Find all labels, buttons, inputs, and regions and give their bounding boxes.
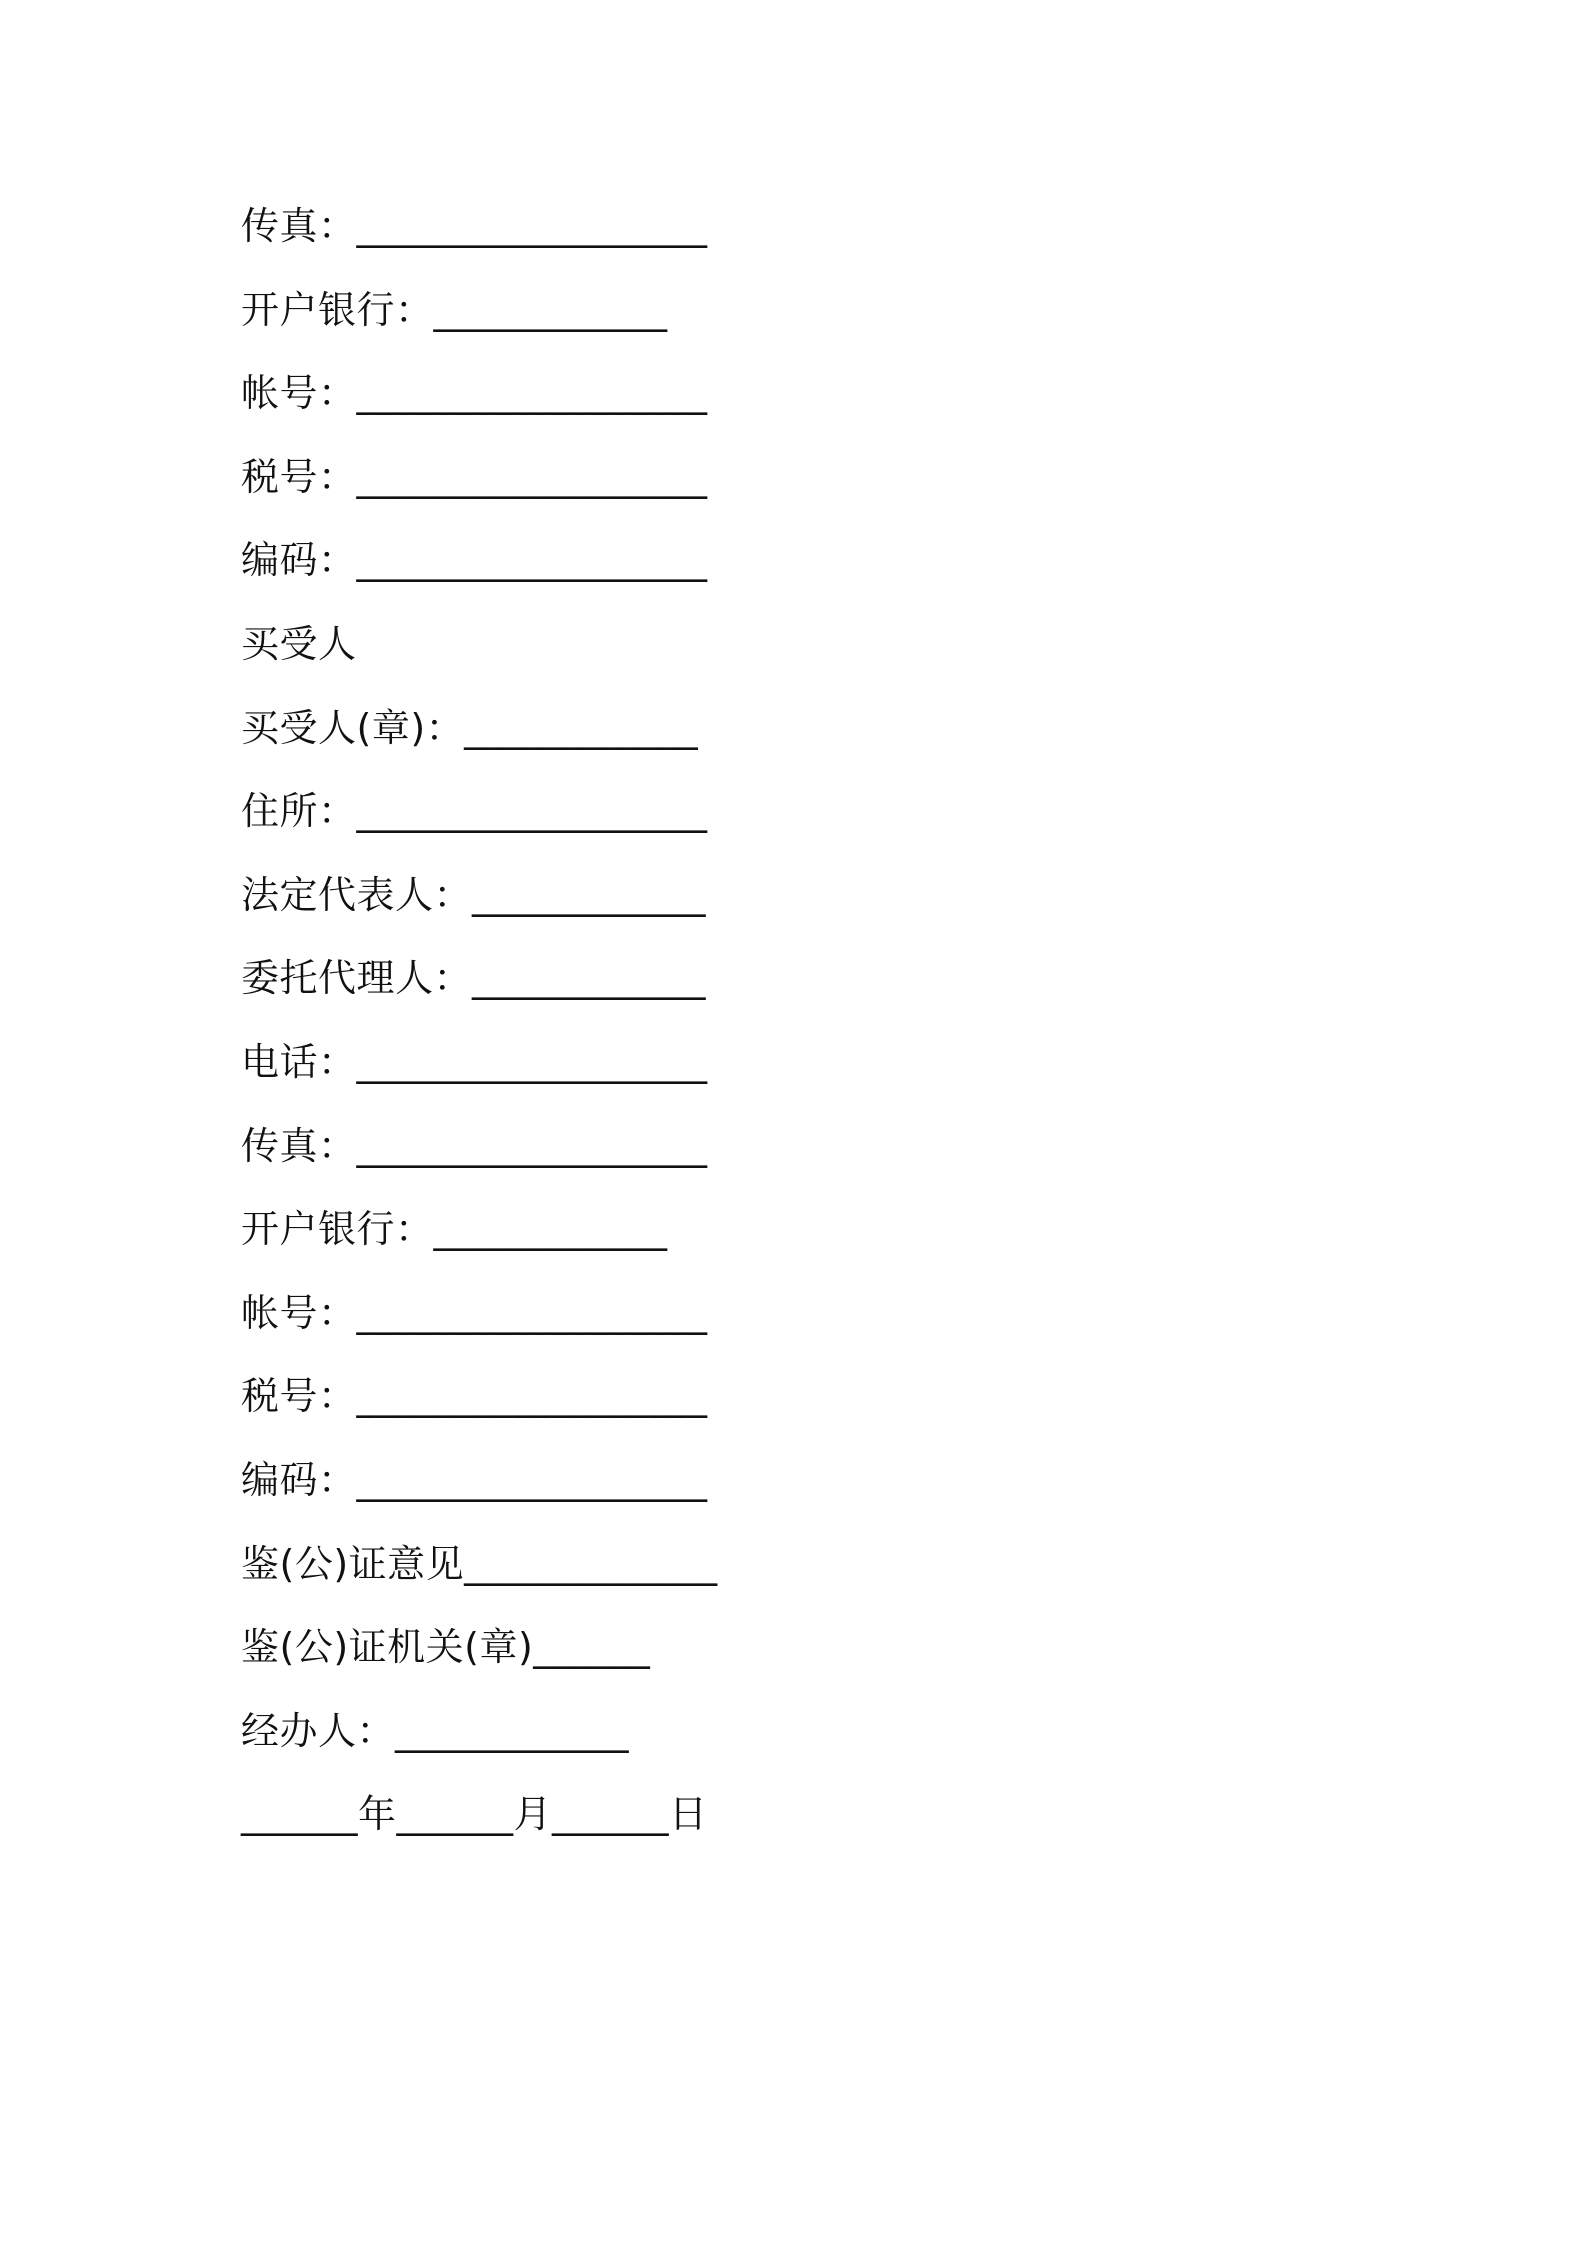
notary-opinion-field: 鉴(公)证意见_____________ [241, 1541, 718, 1586]
buyer-seal-field: 买受人(章)：____________ [241, 705, 699, 750]
bank-field-buyer: 开户银行：____________ [241, 1207, 668, 1252]
handler-field: 经办人：____________ [241, 1708, 630, 1753]
address-field-buyer: 住所：__________________ [241, 789, 708, 834]
agent-field-buyer: 委托代理人：____________ [241, 956, 707, 1001]
fax-field-seller: 传真：__________________ [241, 204, 708, 248]
phone-field-buyer: 电话：__________________ [241, 1039, 708, 1084]
bank-field-seller: 开户银行：____________ [241, 287, 668, 332]
tax-id-field-buyer: 税号：__________________ [241, 1374, 708, 1419]
account-field-buyer: 帐号：__________________ [241, 1290, 708, 1335]
legal-rep-field-buyer: 法定代表人：____________ [241, 872, 707, 917]
notary-office-seal-field: 鉴(公)证机关(章)______ [241, 1625, 651, 1670]
date-field: ______年______月______日 [241, 1792, 708, 1837]
form-lines [241, 196, 1441, 1868]
postcode-field-seller: 编码：__________________ [241, 538, 708, 583]
buyer-heading: 买受人 [241, 621, 357, 666]
tax-id-field-seller: 税号：__________________ [241, 454, 708, 499]
fax-field-buyer: 传真：__________________ [241, 1123, 708, 1168]
postcode-field-buyer: 编码：__________________ [241, 1457, 708, 1502]
account-field-seller: 帐号：__________________ [241, 371, 708, 416]
